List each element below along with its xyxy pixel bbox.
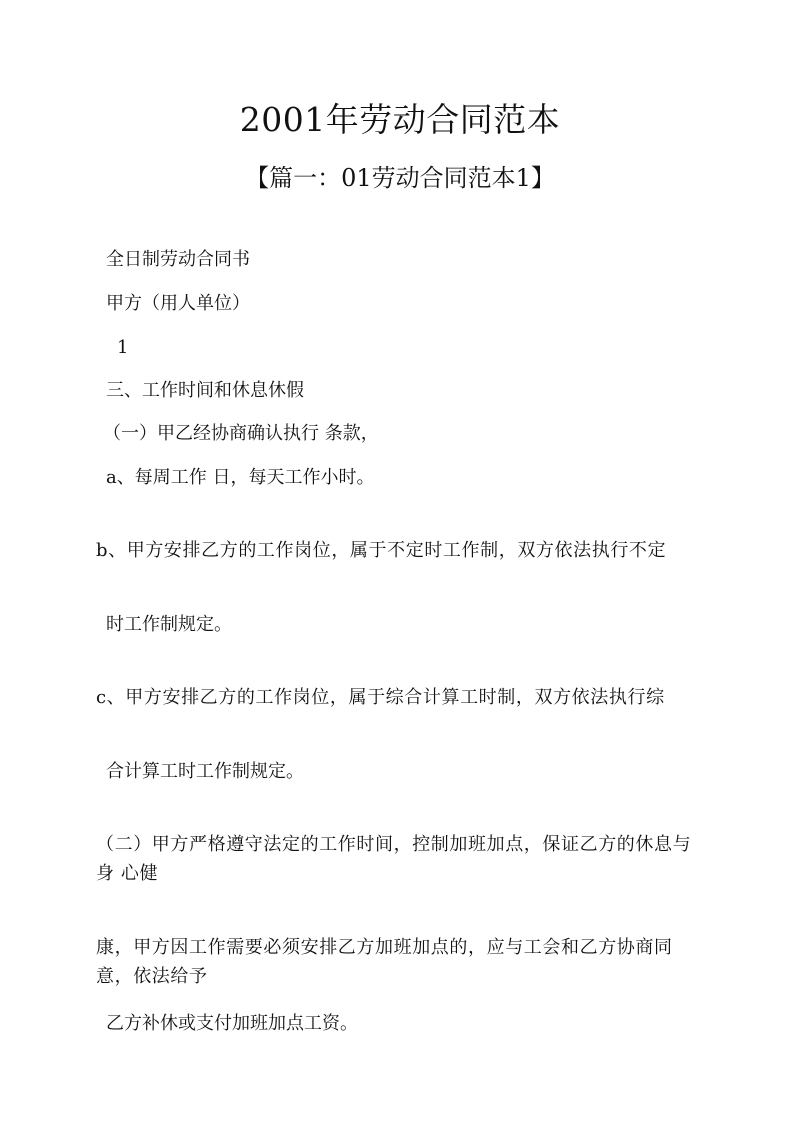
text-line: （一）甲乙经协商确认执行 条款， — [103, 423, 379, 444]
text-line: 时工作制规定。 — [106, 614, 232, 635]
document-title: 2001年劳动合同范本 — [239, 100, 561, 139]
text-line: 合计算工时工作制规定。 — [106, 761, 304, 782]
text-paragraph: 康，甲方因工作需要必须安排乙方加班加点的，应与工会和乙方协商同意，依法给予 — [96, 937, 673, 987]
text-paragraph: b、甲方安排乙方的工作岗位，属于不定时工作制，双方依法执行不定 — [96, 540, 667, 561]
text-line: 1 — [117, 337, 129, 358]
text-line: 甲方（用人单位） — [106, 293, 250, 314]
text-line: 三、工作时间和休息休假 — [106, 380, 304, 401]
text-line: 乙方补休或支付加班加点工资。 — [106, 1013, 358, 1034]
text-paragraph: （二）甲方严格遵守法定的工作时间，控制加班加点，保证乙方的休息与身 心健 — [96, 834, 692, 884]
text-line: a、每周工作 日，每天工作小时。 — [106, 467, 375, 488]
text-line: 全日制劳动合同书 — [106, 249, 250, 270]
text-paragraph: c、甲方安排乙方的工作岗位，属于综合计算工时制，双方依法执行综 — [96, 687, 665, 708]
document-subtitle: 【篇一：01劳动合同范本1】 — [245, 164, 555, 192]
